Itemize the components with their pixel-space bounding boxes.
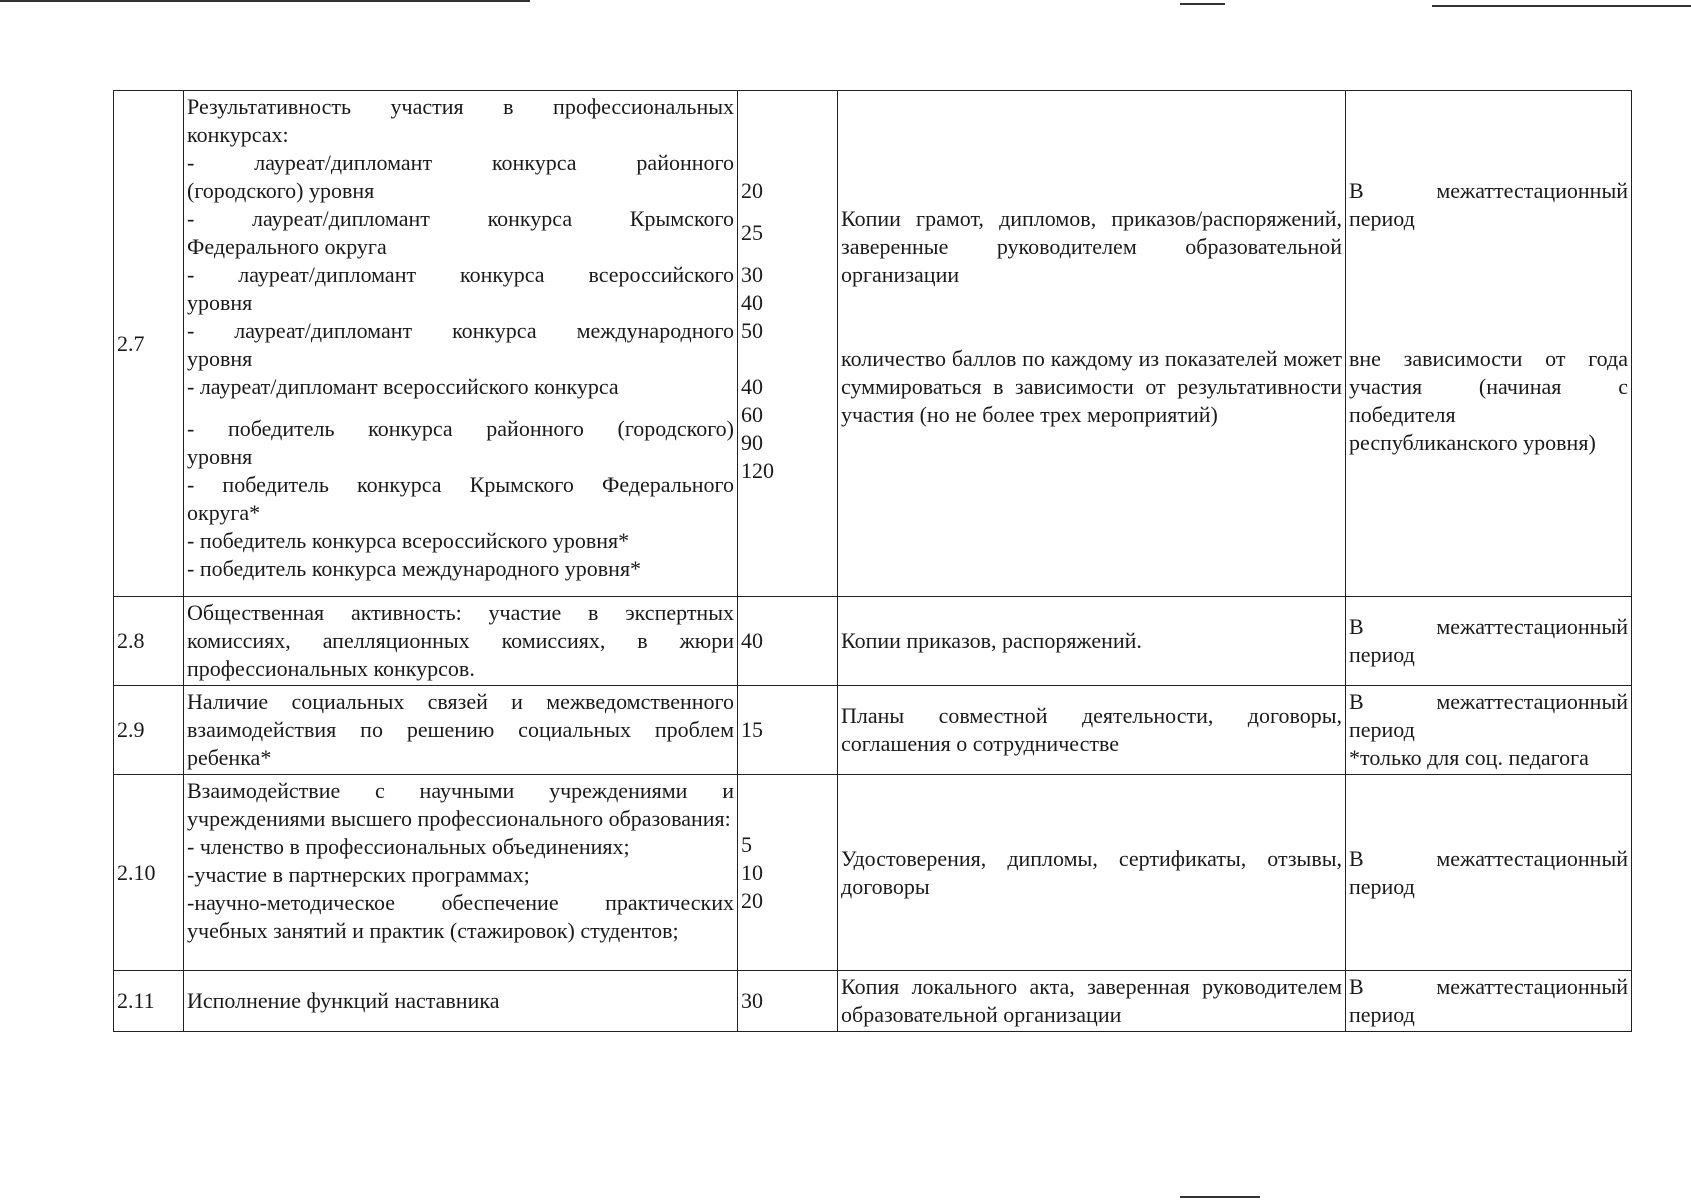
confirmation-cell: Копия локального акта, заверенная руководителем образовательной организации xyxy=(838,971,1346,1032)
row-number: 2.9 xyxy=(114,686,184,775)
points-cell: 40 xyxy=(738,597,838,686)
criterion-cell xyxy=(184,775,738,971)
table-row xyxy=(114,971,1632,1032)
criterion-line: Взаимодействие с научными учреждениями и учреждениями высшего профессионального образования: xyxy=(187,778,734,831)
confirmation-text: Копии грамот, дипломов, приказов/распоряжений, заверенные руководителем образовательной организации xyxy=(841,206,1342,287)
criterion-cell: Исполнение функций наставника xyxy=(184,971,738,1032)
criterion-line: Федерального округа xyxy=(187,234,387,259)
points-value: 90 xyxy=(741,430,763,455)
criterion-line: - победитель конкурса Крымского Федерального xyxy=(187,472,734,497)
scan-edge-right xyxy=(1432,5,1691,7)
points-value: 25 xyxy=(741,220,763,245)
table-row xyxy=(114,686,1632,775)
confirmation-cell xyxy=(838,91,1346,597)
points-value: 20 xyxy=(741,178,763,203)
points-value: 40 xyxy=(741,290,763,315)
criterion-line: уровня xyxy=(187,346,253,371)
confirmation-cell: Копии приказов, распоряжений. xyxy=(838,597,1346,686)
points-value: 30 xyxy=(741,262,763,287)
table-row xyxy=(114,597,1632,686)
row-number: 2.7 xyxy=(114,91,184,597)
criterion-line: - победитель конкурса районного (городского) xyxy=(187,416,734,441)
confirmation-text: количество баллов по каждому из показателей может суммироваться в зависимости от результативности участия (но не более трех мероприятий) xyxy=(841,346,1342,427)
criterion-line: - лауреат/дипломант всероссийского конкурса xyxy=(187,374,619,399)
points-value: 20 xyxy=(741,887,763,913)
points-cell: 15 xyxy=(738,686,838,775)
confirmation-cell: Планы совместной деятельности, договоры, соглашения о сотрудничестве xyxy=(838,686,1346,775)
criterion-cell: Наличие социальных связей и межведомственного взаимодействия по решению социальных проблем ребенка* xyxy=(184,686,738,775)
criterion-line: - лауреат/дипломант конкурса районного xyxy=(187,150,734,175)
period-text: вне зависимости от года участия (начиная с победителя республиканского уровня) xyxy=(1349,346,1628,455)
points-value: 50 xyxy=(741,318,763,343)
period-cell: В межаттестационный период xyxy=(1346,597,1632,686)
criterion-line: - лауреат/дипломант конкурса международного xyxy=(187,318,734,343)
row-number: 2.10 xyxy=(114,775,184,971)
criterion-line: уровня xyxy=(187,290,253,315)
scan-edge-mid xyxy=(1180,3,1225,5)
criterion-line: - лауреат/дипломант конкурса Крымского xyxy=(187,206,734,231)
row-number: 2.11 xyxy=(114,971,184,1032)
period-cell: В межаттестационный период xyxy=(1346,775,1632,971)
period-cell xyxy=(1346,91,1632,597)
row-number: 2.8 xyxy=(114,597,184,686)
points-cell: 30 xyxy=(738,971,838,1032)
criterion-line: -участие в партнерских программах; xyxy=(187,862,530,887)
points-cell xyxy=(738,775,838,971)
criterion-cell: Общественная активность: участие в экспертных комиссиях, апелляционных комиссиях, в жюри профессиональных конкурсов. xyxy=(184,597,738,686)
criterion-line: - победитель конкурса всероссийского уровня* xyxy=(187,528,630,553)
points-value: 120 xyxy=(741,458,774,483)
scan-mark-bottom xyxy=(1180,1196,1260,1198)
scan-edge-left xyxy=(0,0,530,2)
period-text: В межаттестационный период xyxy=(1349,178,1628,231)
table-row xyxy=(114,91,1632,597)
points-value: 5 xyxy=(741,831,752,857)
criterion-line: конкурсах: xyxy=(187,122,289,147)
confirmation-cell: Удостоверения, дипломы, сертификаты, отзывы, договоры xyxy=(838,775,1346,971)
criterion-line: -научно-методическое обеспечение практических учебных занятий и практик (стажировок) студентов; xyxy=(187,890,734,943)
table-row xyxy=(114,775,1632,971)
points-value: 10 xyxy=(741,859,763,885)
points-cell xyxy=(738,91,838,597)
criterion-line: - членство в профессиональных объединениях; xyxy=(187,834,630,859)
criterion-line: Результативность участия в профессиональных xyxy=(187,94,734,119)
period-text: В межаттестационный период xyxy=(1349,689,1628,742)
period-note: *только для соц. педагога xyxy=(1349,745,1589,770)
criterion-cell xyxy=(184,91,738,597)
points-value: 40 xyxy=(741,374,763,399)
criterion-line: уровня xyxy=(187,444,253,469)
criterion-line: округа* xyxy=(187,500,261,525)
criterion-line: - победитель конкурса международного уровня* xyxy=(187,556,642,581)
criteria-table xyxy=(113,90,1632,1032)
period-cell xyxy=(1346,686,1632,775)
points-value: 60 xyxy=(741,402,763,427)
criterion-line: - лауреат/дипломант конкурса всероссийского xyxy=(187,262,734,287)
criterion-line: (городского) уровня xyxy=(187,178,375,203)
period-cell: В межаттестационный период xyxy=(1346,971,1632,1032)
